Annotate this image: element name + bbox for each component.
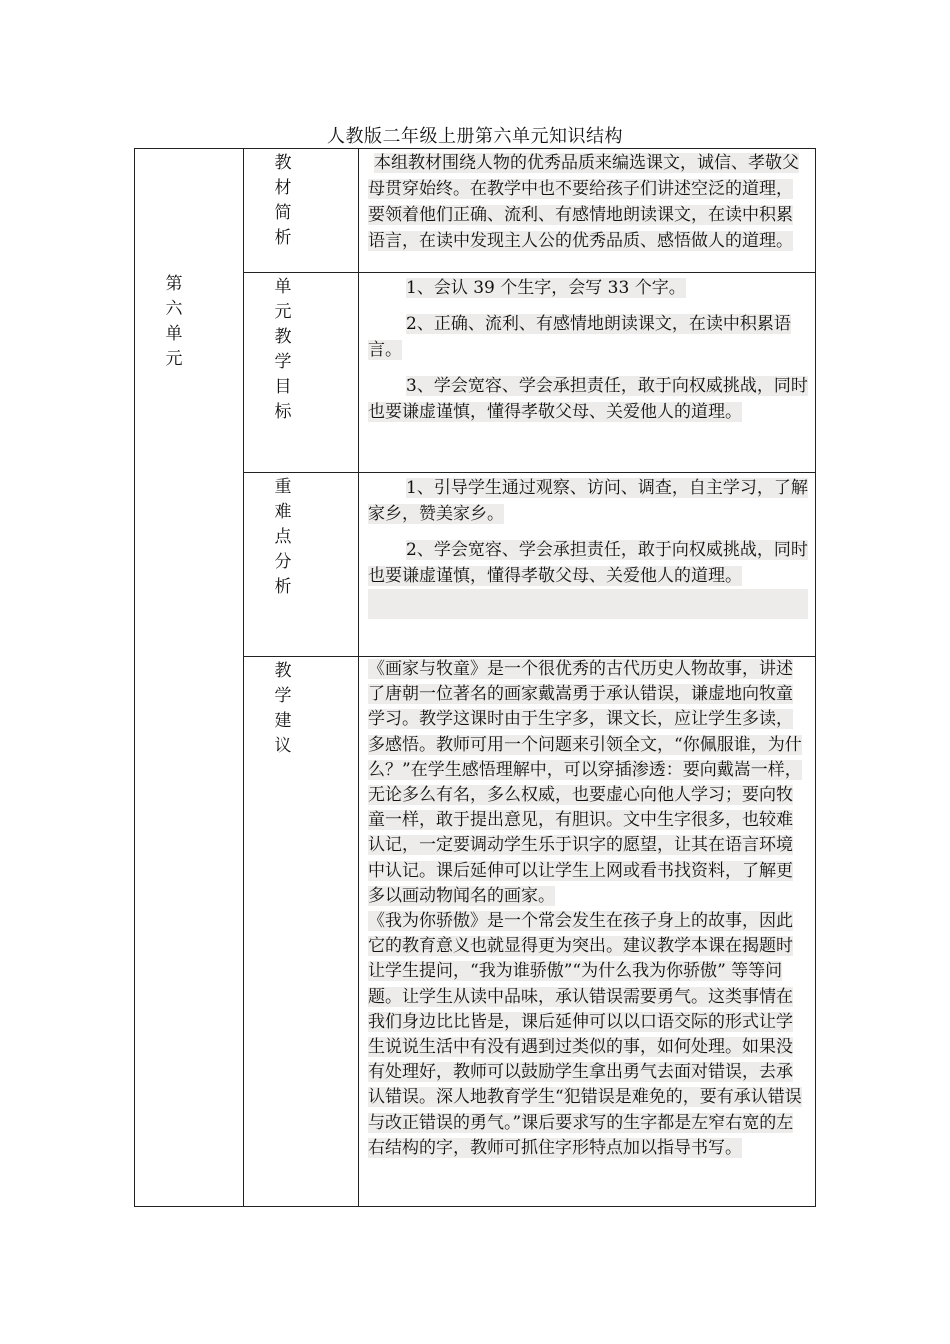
label-char: 简 [274, 203, 292, 223]
goal-item: 1、会认 39 个生字，会写 33 个字。 [406, 278, 686, 298]
suggestion-paragraph: 《画家与牧童》是一个很优秀的古代历史人物故事，讲述了唐朝一位著名的画家戴嵩勇于承认错误，谦虚地向牧童学习。教学这课时由于生字多，课文长，应让学生多读，多感悟。教师可用一个问题来引领全文，“你佩服谁，为什么？”在学生感悟理解中，可以穿插渗透：要向戴嵩一样，无论多么有名，多么权威，也要虚心向他人学习；要向牧童一样，敢于提出意见，有胆识。文中生字很多，也较难认记，一定要调动学生乐于识字的愿望，让其在语言环境中认记。课后延伸可以让学生上网或看书找资料，了解更多以画动物闻名的画家。 [368, 659, 802, 906]
label-char: 析 [274, 577, 292, 597]
unit-char: 单 [165, 324, 183, 344]
textbook-analysis-content [368, 150, 808, 254]
unit-label [154, 272, 194, 372]
goal-item: 3、学会宽容、学会承担责任，敢于向权威挑战，同时也要谦虚谨慎，懂得孝敬父母、关爱他人的道理。 [368, 376, 808, 422]
table-border-top [134, 148, 816, 149]
key-point-item: 1、引导学生通过观察、访问、调查，自主学习，了解家乡，赞美家乡。 [368, 478, 808, 524]
label-char: 学 [274, 686, 292, 706]
label-char: 难 [274, 502, 292, 522]
column-divider-1 [243, 148, 244, 1207]
page-title: 人教版二年级上册第六单元知识结构 [327, 126, 623, 147]
label-char: 材 [274, 178, 292, 198]
unit-char: 元 [165, 349, 183, 369]
goal-item: 2、正确、流利、有感情地朗读课文，在读中积累语言。 [368, 314, 791, 360]
label-char: 议 [274, 736, 292, 756]
label-char: 析 [274, 228, 292, 248]
label-char: 标 [274, 402, 292, 422]
row-divider-2 [243, 472, 816, 473]
shaded-blank [368, 589, 808, 619]
label-char: 单 [274, 277, 292, 297]
unit-char: 六 [165, 299, 183, 319]
row-label-key-points [263, 475, 303, 600]
label-char: 教 [274, 661, 292, 681]
teaching-suggestions-content [368, 657, 808, 1161]
knowledge-table [134, 148, 816, 1207]
key-point-item: 2、学会宽容、学会承担责任，敢于向权威挑战，同时也要谦虚谨慎，懂得孝敬父母、关爱他人的道理。 [368, 540, 808, 586]
label-char: 元 [274, 302, 292, 322]
table-border-bottom [134, 1206, 816, 1207]
label-char: 分 [274, 552, 292, 572]
label-char: 学 [274, 352, 292, 372]
row-label-teaching-suggestions [263, 659, 303, 759]
label-char: 教 [274, 327, 292, 347]
key-points-content [368, 475, 808, 619]
label-char: 点 [274, 527, 292, 547]
suggestion-paragraph: 《我为你骄傲》是一个常会发生在孩子身上的故事，因此它的教育意义也就显得更为突出。建议教学本课在揭题时让学生提问，“我为谁骄傲”“为什么我为你骄傲” 等等问题。让学生从读中品味，承认错误需要勇气。这类事情在我们身边比比皆是，课后延伸可以以口语交际的形式让学生说说生活中有没有遇到过类似的事，如何处理。如果没有处理好，教师可以鼓励学生拿出勇气去面对错误，去承认错误。深人地教育学生“犯错误是难免的，要有承认错误与改正错误的勇气。”课后要求写的生字都是左窄右宽的左右结构的字，教师可抓住字形特点加以指导书写。 [368, 911, 802, 1158]
teaching-goals-content [368, 275, 808, 425]
table-border-right [815, 148, 816, 1207]
label-char: 教 [274, 153, 292, 173]
row-label-textbook-analysis [263, 151, 303, 251]
table-border-left [134, 148, 135, 1207]
row-divider-1 [243, 272, 816, 273]
label-char: 重 [274, 477, 292, 497]
label-char: 目 [274, 377, 292, 397]
column-divider-2 [358, 148, 359, 1207]
paragraph: 本组教材围绕人物的优秀品质来编选课文，诚信、孝敬父母贯穿始终。在教学中也不要给孩子们讲述空泛的道理，要领着他们正确、流利、有感情地朗读课文，在读中积累语言，在读中发现主人公的优秀品质、感悟做人的道理。 [368, 153, 799, 251]
row-label-teaching-goals [263, 275, 303, 425]
unit-char: 第 [165, 274, 183, 294]
label-char: 建 [274, 711, 292, 731]
